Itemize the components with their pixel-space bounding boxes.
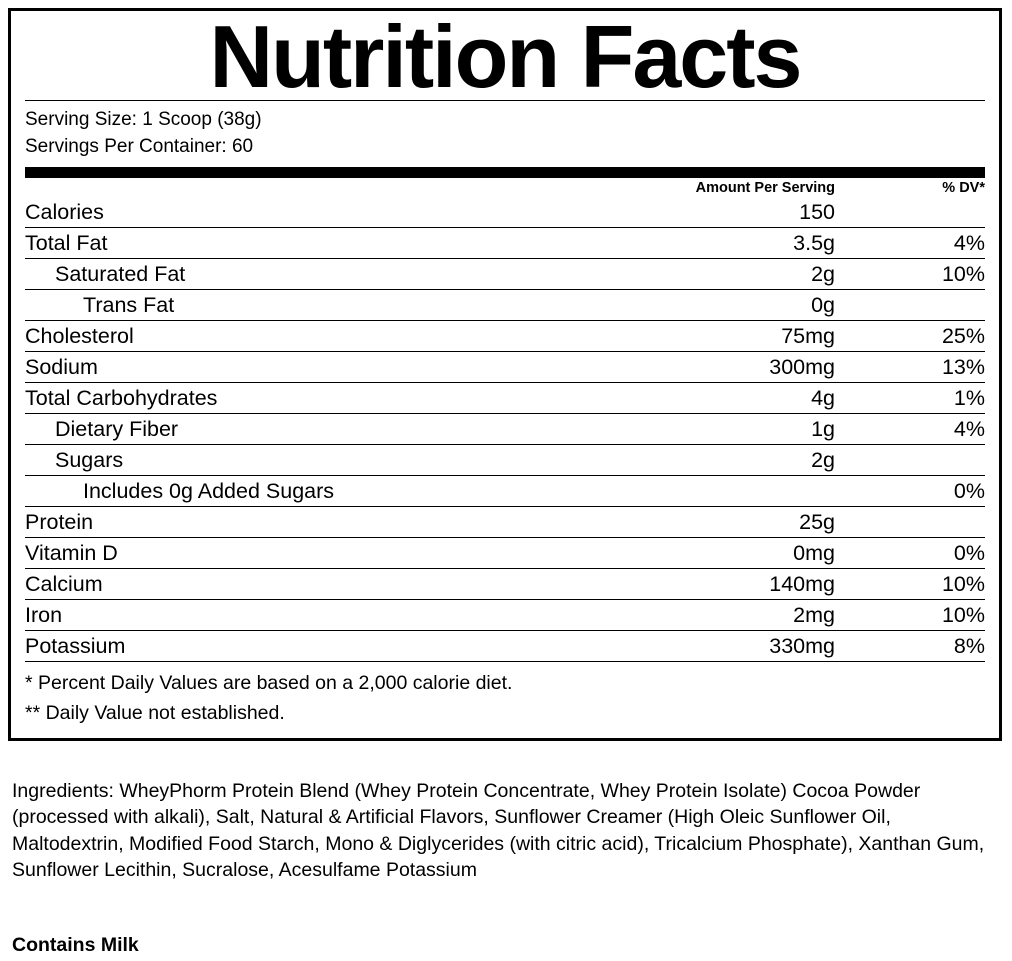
nutrient-amount: 4g [625,383,835,414]
footnote-daily-value-basis: * Percent Daily Values are based on a 2,000 calorie diet. [25,672,513,695]
allergen-statement: Contains Milk [12,934,139,956]
table-row [25,352,985,383]
nutrient-name: Calcium [25,569,625,600]
table-row [25,228,985,259]
page-title: Nutrition Facts [209,7,801,106]
nutrient-dv: 8% [835,631,985,662]
table-row [25,259,985,290]
nutrient-amount: 300mg [625,352,835,383]
table-row [25,414,985,445]
thick-divider [25,167,985,178]
header-daily-value: % DV* [942,180,985,197]
nutrient-name: Cholesterol [25,321,625,352]
nutrient-amount: 0g [625,290,835,321]
nutrient-dv: 10% [835,569,985,600]
table-row [25,538,985,569]
serving-size: Serving Size: 1 Scoop (38g) [25,108,262,130]
nutrient-dv [835,507,985,538]
serving-info [25,107,985,161]
table-row [25,383,985,414]
nutrient-name: Protein [25,507,625,538]
nutrient-dv: 4% [835,414,985,445]
ingredients-text: Ingredients: WheyPhorm Protein Blend (Whey Protein Concentrate, Whey Protein Isolate) Cocoa Powder (processed with alkali), Salt, Natural & Artificial Flavors, Sunflower Creamer (High Oleic Sunflower Oil, Maltodextrin, Modified Food Starch, Mono & Diglycerides (with citric acid), Tricalcium Phosphate), Xanthan Gum, Sunflower Lecithin, Sucralose, Acesulfame Potassium [12,780,985,881]
nutrient-amount: 150 [625,197,835,228]
nutrient-name: Iron [25,600,625,631]
nutrient-amount: 2mg [625,600,835,631]
nutrient-amount: 2g [625,445,835,476]
table-row [25,569,985,600]
nutrient-dv [835,197,985,228]
nutrient-name: Total Fat [25,228,625,259]
nutrient-dv: 1% [835,383,985,414]
table-row [25,600,985,631]
nutrient-name: Vitamin D [25,538,625,569]
nutrient-amount: 0mg [625,538,835,569]
nutrient-dv: 0% [835,538,985,569]
servings-per-container: Servings Per Container: 60 [25,135,254,157]
nutrient-amount: 1g [625,414,835,445]
nutrient-name: Dietary Fiber [25,414,625,445]
nutrient-name: Potassium [25,631,625,662]
table-row [25,507,985,538]
nutrient-amount: 330mg [625,631,835,662]
header-blank [25,178,625,198]
nutrient-amount: 2g [625,259,835,290]
nutrient-dv: 25% [835,321,985,352]
table-row [25,631,985,662]
nutrient-dv: 10% [835,600,985,631]
table-header-row [25,178,985,198]
nutrient-dv: 4% [835,228,985,259]
table-row [25,290,985,321]
nutrient-name: Total Carbohydrates [25,383,625,414]
nutrition-table-body [25,178,985,662]
table-row [25,476,985,507]
nutrient-dv: 10% [835,259,985,290]
nutrient-amount: 75mg [625,321,835,352]
nutrient-name: Includes 0g Added Sugars [25,476,625,507]
nutrient-name: Sugars [25,445,625,476]
nutrient-name: Saturated Fat [25,259,625,290]
table-row [25,445,985,476]
nutrition-table [25,178,985,663]
table-row [25,321,985,352]
nutrient-amount: 3.5g [625,228,835,259]
nutrient-dv [835,290,985,321]
nutrient-dv: 13% [835,352,985,383]
nutrient-amount: 25g [625,507,835,538]
nutrition-facts-panel [8,8,1002,741]
nutrient-dv: 0% [835,476,985,507]
nutrient-name: Trans Fat [25,290,625,321]
nutrient-name: Calories [25,197,625,228]
nutrient-amount: 140mg [625,569,835,600]
footnotes [25,669,985,728]
nutrient-name: Sodium [25,352,625,383]
header-amount: Amount Per Serving [695,180,835,197]
footnote-dv-not-established: ** Daily Value not established. [25,701,285,724]
nutrient-amount [625,476,835,507]
nutrient-dv [835,445,985,476]
table-row [25,197,985,228]
